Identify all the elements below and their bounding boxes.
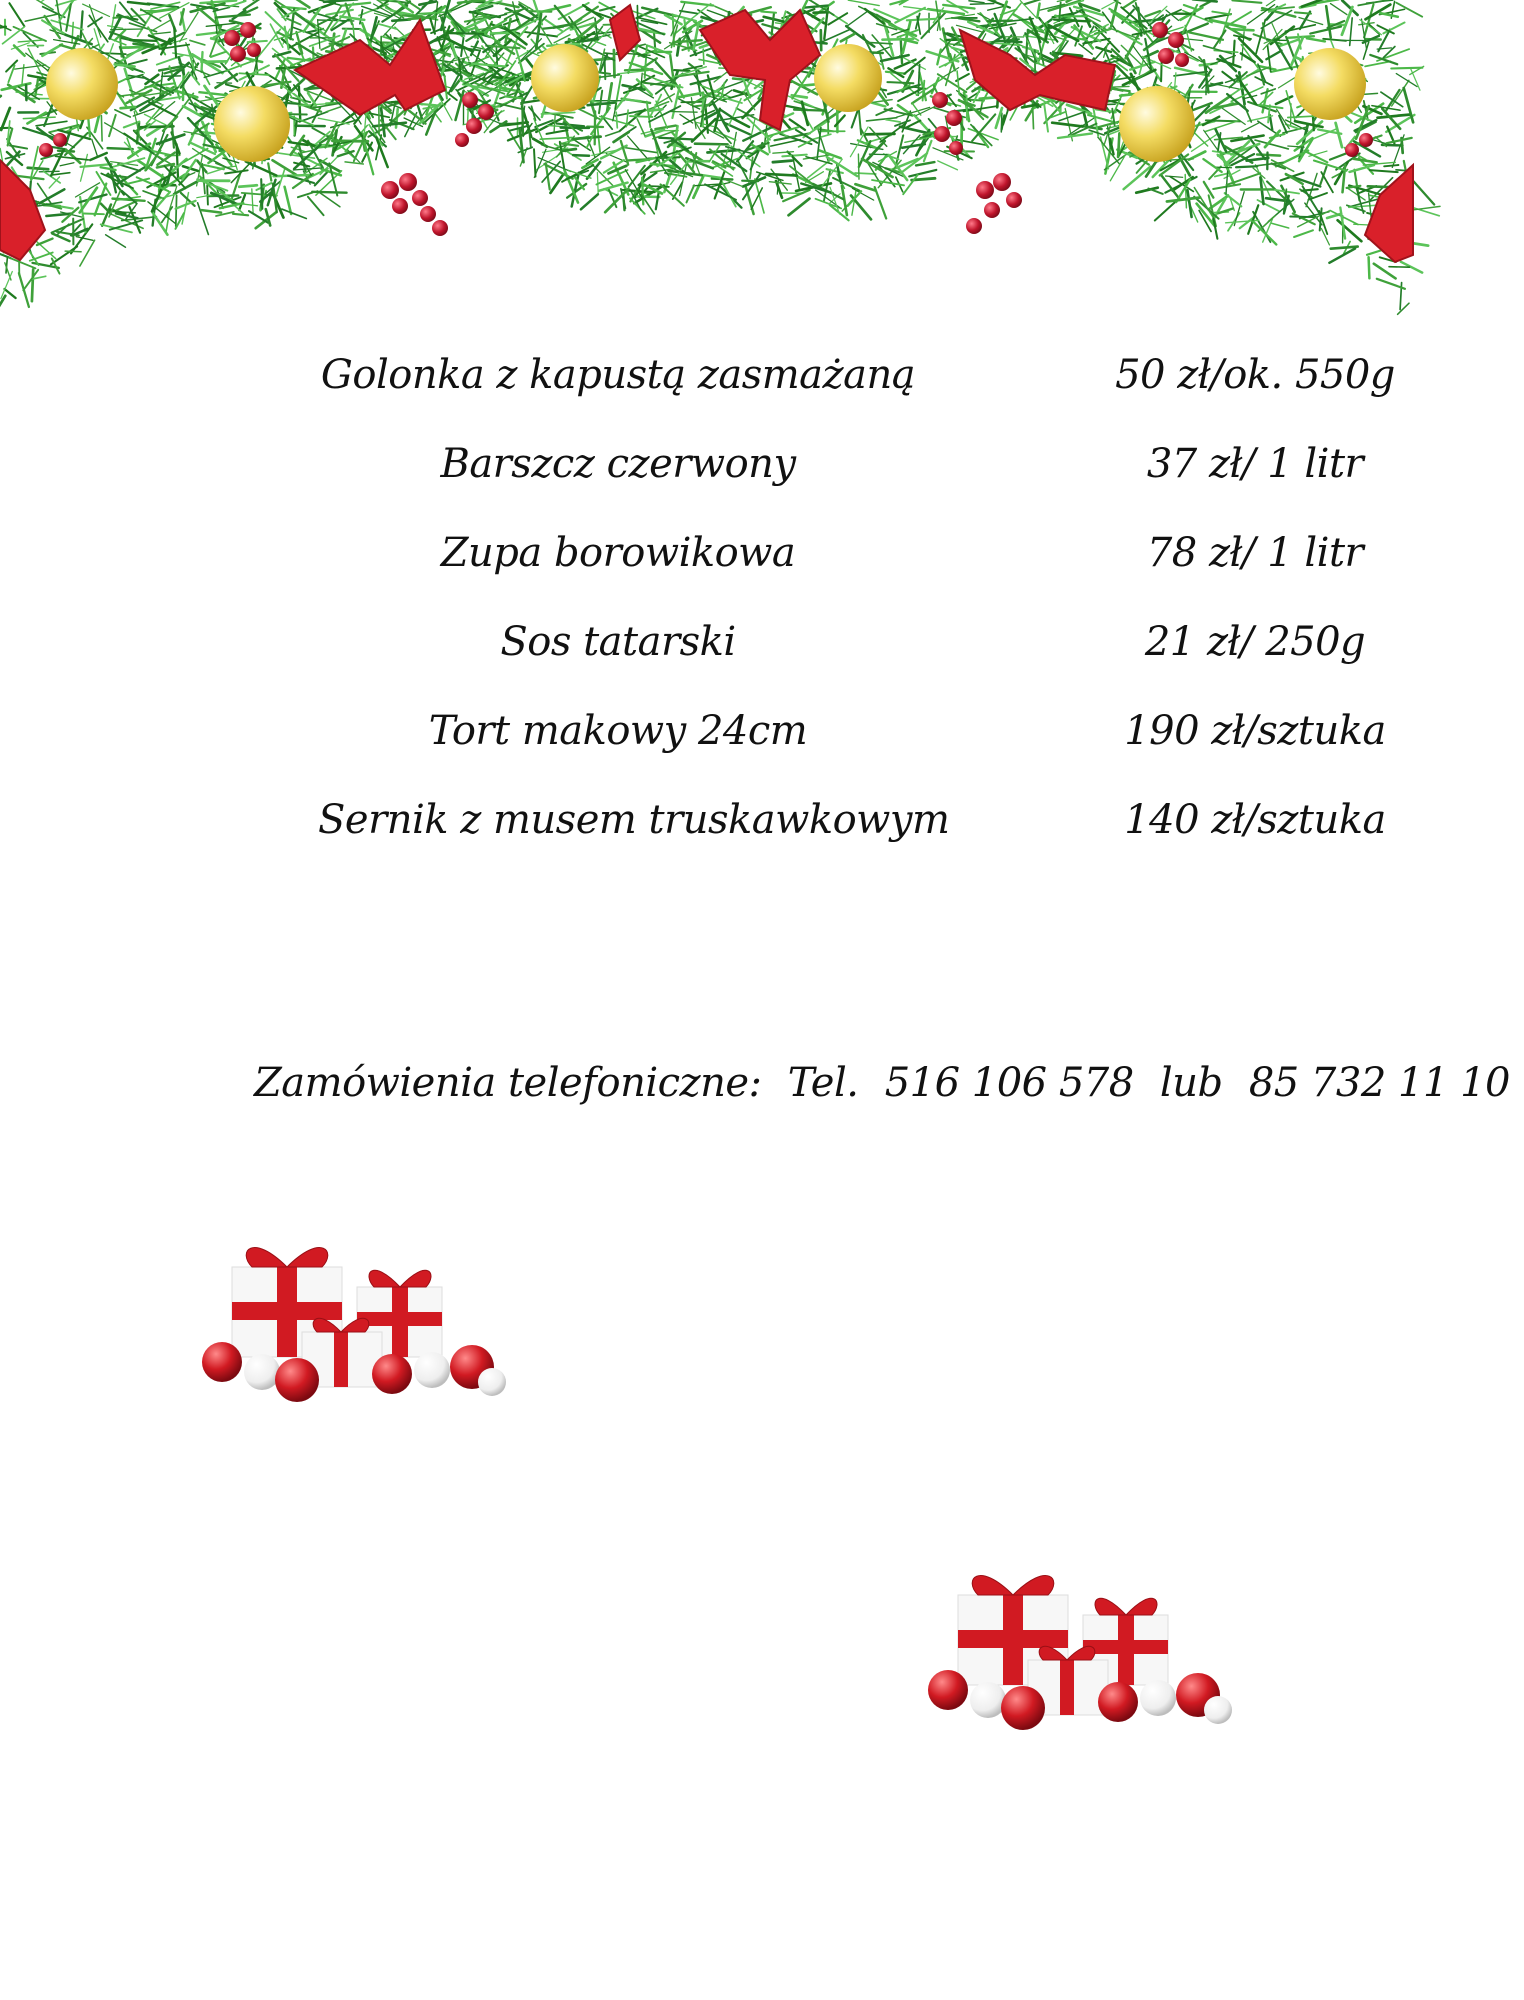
menu-item-name: Sos tatarski — [500, 619, 736, 665]
gift-boxes-icon — [918, 1540, 1238, 1750]
menu-item-price: 21 zł/ 250g — [1144, 619, 1366, 665]
menu-item-name: Tort makowy 24cm — [428, 708, 808, 754]
menu-item-price: 190 zł/sztuka — [1124, 708, 1386, 754]
menu-row — [0, 530, 1413, 590]
separator-text: lub — [1159, 1060, 1223, 1106]
menu-item-name: Golonka z kapustą zasmażaną — [320, 352, 916, 398]
christmas-garland-icon — [0, 0, 1413, 310]
menu-row — [0, 619, 1413, 679]
menu-item-price: 140 zł/sztuka — [1124, 797, 1386, 843]
menu-item-price: 78 zł/ 1 litr — [1146, 530, 1364, 576]
menu-item-name: Sernik z musem truskawkowym — [318, 797, 950, 843]
gift-boxes-icon — [192, 1212, 512, 1422]
phone-orders-label: Zamówienia telefoniczne: — [254, 1060, 762, 1106]
phone-number-1: 516 106 578 — [884, 1060, 1134, 1106]
menu-item-price: 50 zł/ok. 550g — [1115, 352, 1395, 398]
menu-row — [0, 441, 1413, 501]
tel-prefix: Tel. — [787, 1060, 859, 1106]
menu-row — [0, 708, 1413, 768]
menu-item-name: Zupa borowikowa — [440, 530, 796, 576]
phone-number-2: 85 732 11 10 — [1248, 1060, 1510, 1106]
phone-orders-line — [254, 1060, 1510, 1106]
menu-row — [0, 797, 1413, 857]
menu-row — [0, 352, 1413, 412]
menu-item-name: Barszcz czerwony — [440, 441, 796, 487]
menu-item-price: 37 zł/ 1 litr — [1146, 441, 1364, 487]
